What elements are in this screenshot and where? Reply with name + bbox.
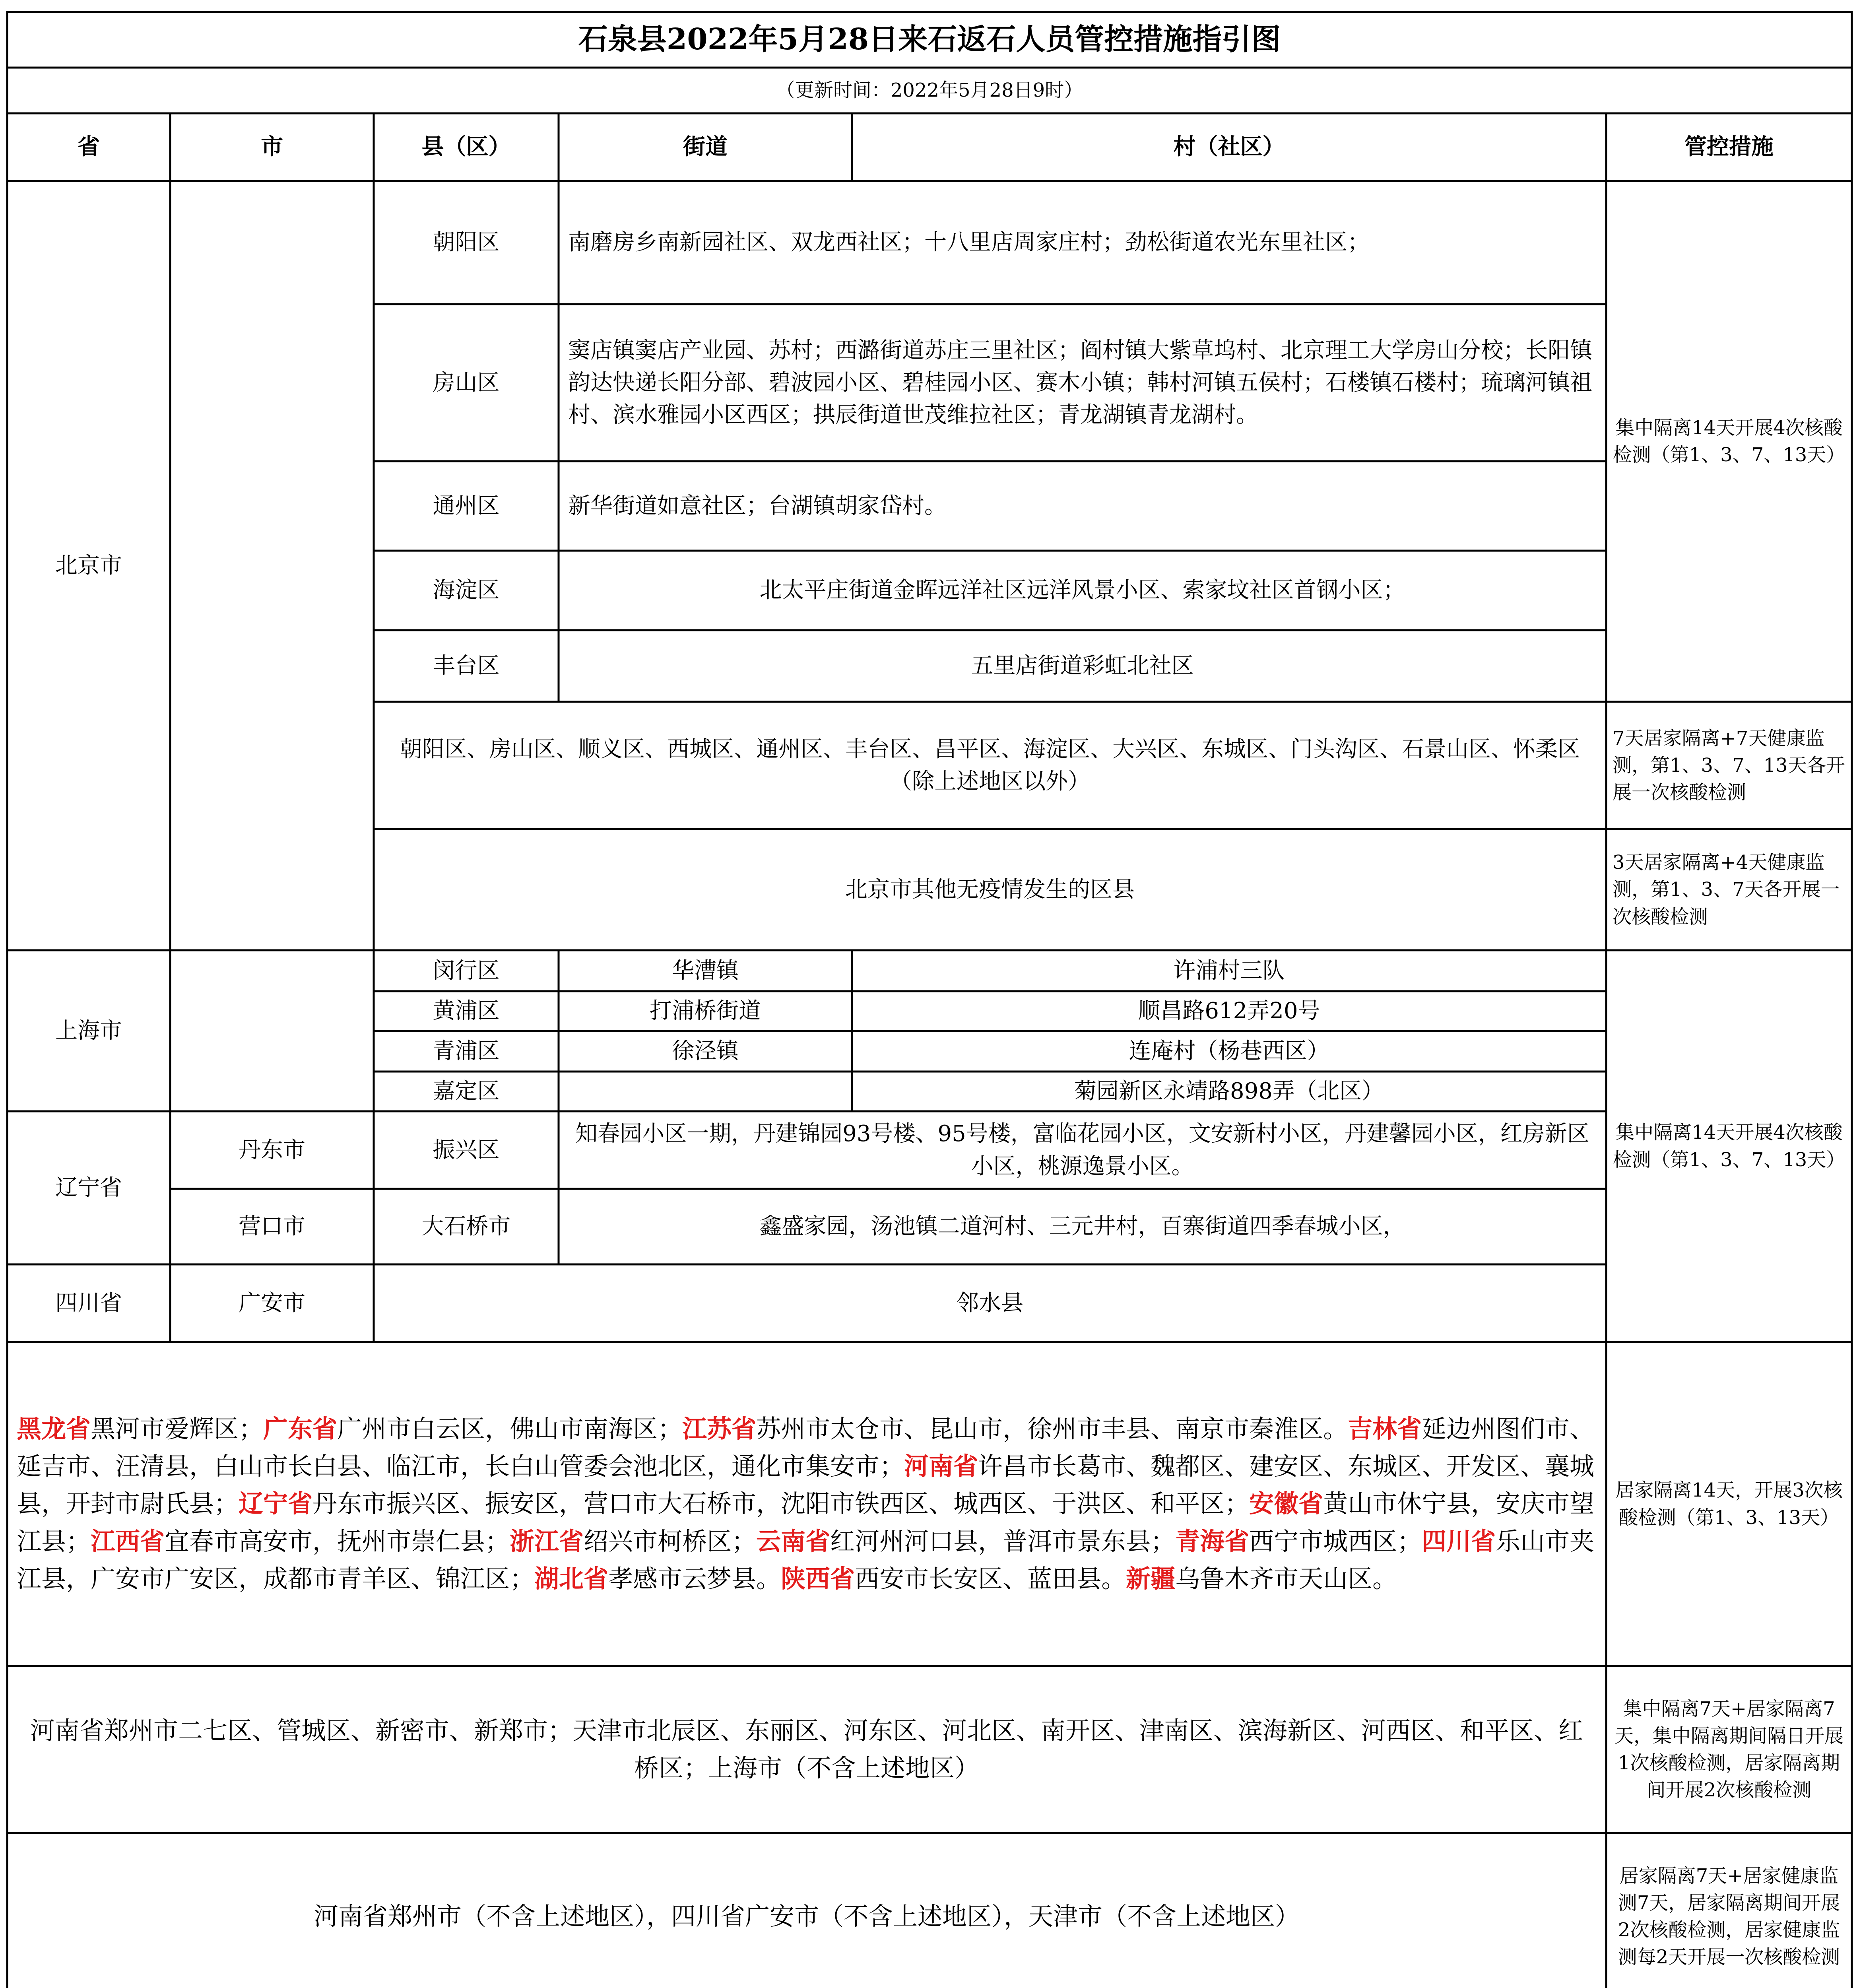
province-name: 黑龙省 [17, 1414, 91, 1443]
city-dandong: 丹东市 [239, 1137, 305, 1163]
province-name: 新疆 [1126, 1564, 1176, 1593]
province-beijing: 北京市 [55, 552, 122, 579]
areas-tongzhou: 新华街道如意社区；台湖镇胡家岱村。 [568, 493, 947, 519]
province-name: 云南省 [756, 1526, 831, 1556]
header-city: 市 [261, 134, 283, 160]
area-list: 丹东市振兴区、振安区，营口市大石桥市，沈阳市铁西区、城西区、于洪区、和平区； [312, 1489, 1250, 1518]
street-xujing: 徐泾镇 [672, 1038, 739, 1064]
beijing-other-listed: 朝阳区、房山区、顺义区、西城区、通州区、丰台区、昌平区、海淀区、大兴区、东城区、门头沟区、石景山区、怀柔区（除上述地区以外） [400, 736, 1580, 794]
areas-dashiqiao: 鑫盛家园，汤池镇二道河村、三元井村，百寨街道四季春城小区， [759, 1213, 1405, 1240]
district-fangshan: 房山区 [433, 369, 500, 396]
area-list: 乌鲁木齐市天山区。 [1175, 1564, 1397, 1593]
province-name: 辽宁省 [239, 1489, 313, 1518]
area-list: 绍兴市柯桥区； [584, 1526, 757, 1556]
area-list: 乐山市夹江县，广安市广安区，成都市青羊区、锦江区； [17, 1526, 1595, 1593]
header-county: 县（区） [421, 134, 511, 160]
areas-haidian: 北太平庄街道金晖远洋社区远洋风景小区、索家坟社区首钢小区； [759, 577, 1405, 604]
areas-fengtai: 五里店街道彩虹北社区 [971, 653, 1194, 679]
area-list: 许昌市长葛市、魏都区、建安区、东城区、开发区、襄城县，开封市尉氏县； [17, 1452, 1595, 1518]
province-name: 江西省 [91, 1526, 165, 1556]
area-list: 延边州图们市、延吉市、汪清县，白山市长白县、临江市，长白山管委会池北区，通化市集安市； [17, 1414, 1595, 1481]
header-measure: 管控措施 [1684, 134, 1774, 160]
area-list: 西安市长安区、蓝田县。 [855, 1564, 1126, 1593]
district-minhang: 闵行区 [433, 957, 500, 984]
district-huangpu: 黄浦区 [433, 998, 500, 1024]
province-name: 陕西省 [781, 1564, 855, 1593]
province-name: 吉林省 [1348, 1414, 1422, 1443]
home-isolation-text [17, 1410, 1597, 1598]
province-name: 青海省 [1175, 1526, 1250, 1556]
province-name: 湖北省 [534, 1564, 609, 1593]
province-sichuan: 四川省 [55, 1290, 122, 1316]
measure-zhengzhou-other: 居家隔离7天+居家健康监测7天，居家隔离期间开展2次核酸检测，居家健康监测每2天开展一次核酸检测 [1618, 1864, 1840, 1969]
header-village: 村（社区） [1173, 134, 1285, 160]
district-jiading: 嘉定区 [433, 1078, 500, 1105]
area-list: 宜春市高安市，抚州市崇仁县； [165, 1526, 510, 1556]
village-xupu: 许浦村三队 [1173, 957, 1285, 984]
area-list: 广州市白云区，佛山市南海区； [337, 1414, 683, 1443]
district-zhenxing: 振兴区 [433, 1137, 500, 1163]
street-jiading [559, 1072, 852, 1111]
village-shunchang: 顺昌路612弄20号 [1138, 998, 1320, 1024]
province-name: 江苏省 [682, 1414, 757, 1443]
areas-chaoyang: 南磨房乡南新园社区、双龙西社区；十八里店周家庄村；劲松街道农光东里社区； [568, 229, 1370, 256]
province-name: 河南省 [904, 1452, 978, 1481]
street-dapuqiao: 打浦桥街道 [650, 998, 761, 1024]
area-list: 西宁市城西区； [1249, 1526, 1422, 1556]
beijing-other-none: 北京市其他无疫情发生的区县 [845, 876, 1135, 903]
county-linshui: 邻水县 [957, 1290, 1023, 1316]
measure-beijing-central: 集中隔离14天开展4次核酸检测（第1、3、7、13天） [1613, 416, 1845, 466]
street-huacao: 华漕镇 [672, 957, 739, 984]
area-list: 苏州市太仓市、昆山市，徐州市丰县、南京市秦淮区。 [756, 1414, 1348, 1443]
header-street: 街道 [683, 134, 728, 160]
measure-shanghai-liaoning-sichuan: 集中隔离14天开展4次核酸检测（第1、3、7、13天） [1613, 1121, 1845, 1171]
measure-beijing-other: 3天居家隔离+4天健康监测，第1、3、7天各开展一次核酸检测 [1613, 851, 1840, 928]
areas-fangshan: 窦店镇窦店产业园、苏村；西潞街道苏庄三里社区；阎村镇大紫草坞村、北京理工大学房山分校；长阳镇韵达快递长阳分部、碧波园小区、碧桂园小区、赛木小镇；韩村河镇五侯村；石楼镇石楼村；琉璃河镇祖村、滨水雅园小区西区；拱辰街道世茂维拉社区；青龙湖镇青龙湖村。 [568, 337, 1592, 428]
province-name: 四川省 [1422, 1526, 1496, 1556]
district-tongzhou: 通州区 [433, 493, 500, 519]
zhengzhou-other-areas: 河南省郑州市（不含上述地区），四川省广安市（不含上述地区），天津市（不含上述地区） [313, 1901, 1300, 1931]
update-time: （更新时间：2022年5月28日9时） [776, 79, 1083, 101]
district-fengtai: 丰台区 [433, 653, 500, 679]
district-dashiqiao: 大石桥市 [421, 1213, 511, 1240]
district-chaoyang: 朝阳区 [433, 229, 500, 256]
area-list: 黑河市爱辉区； [91, 1414, 264, 1443]
area-list: 孝感市云梦县。 [608, 1564, 781, 1593]
measure-home-isolation: 居家隔离14天，开展3次核酸检测（第1、3、13天） [1615, 1479, 1843, 1529]
district-haidian: 海淀区 [433, 577, 500, 604]
areas-zhenxing: 知春园小区一期，丹建锦园93号楼、95号楼，富临花园小区，文安新村小区，丹建馨园小区，红房新区小区，桃源逸景小区。 [575, 1121, 1589, 1179]
village-lianan: 连庵村（杨巷西区） [1129, 1038, 1329, 1064]
province-name: 浙江省 [510, 1526, 584, 1556]
province-shanghai: 上海市 [55, 1017, 122, 1044]
city-guangan: 广安市 [239, 1290, 305, 1316]
measure-beijing-home: 7天居家隔离+7天健康监测，第1、3、7、13天各开展一次核酸检测 [1613, 727, 1845, 804]
province-name: 安徽省 [1249, 1489, 1323, 1518]
header-province: 省 [78, 134, 100, 160]
province-name: 广东省 [263, 1414, 338, 1443]
village-juyuan: 菊园新区永靖路898弄（北区） [1074, 1078, 1384, 1105]
measure-zhengzhou-tianjin: 集中隔离7天+居家隔离7天，集中隔离期间隔日开展1次核酸检测，居家隔离期间开展2次核酸检测 [1614, 1697, 1843, 1802]
home-isolation-areas [7, 1342, 1606, 1666]
zhengzhou-tianjin-areas: 河南省郑州市二七区、管城区、新密市、新郑市；天津市北辰区、东丽区、河东区、河北区、南开区、津南区、滨海新区、河西区、和平区、红桥区；上海市（不含上述地区） [30, 1716, 1583, 1782]
area-list: 黄山市休宁县，安庆市望江县； [17, 1489, 1595, 1556]
province-liaoning: 辽宁省 [55, 1175, 122, 1201]
area-list: 红河州河口县，普洱市景东县； [830, 1526, 1176, 1556]
city-yingkou: 营口市 [239, 1213, 305, 1240]
page-title: 石泉县2022年5月28日来石返石人员管控措施指引图 [578, 22, 1281, 57]
district-qingpu: 青浦区 [433, 1038, 500, 1064]
